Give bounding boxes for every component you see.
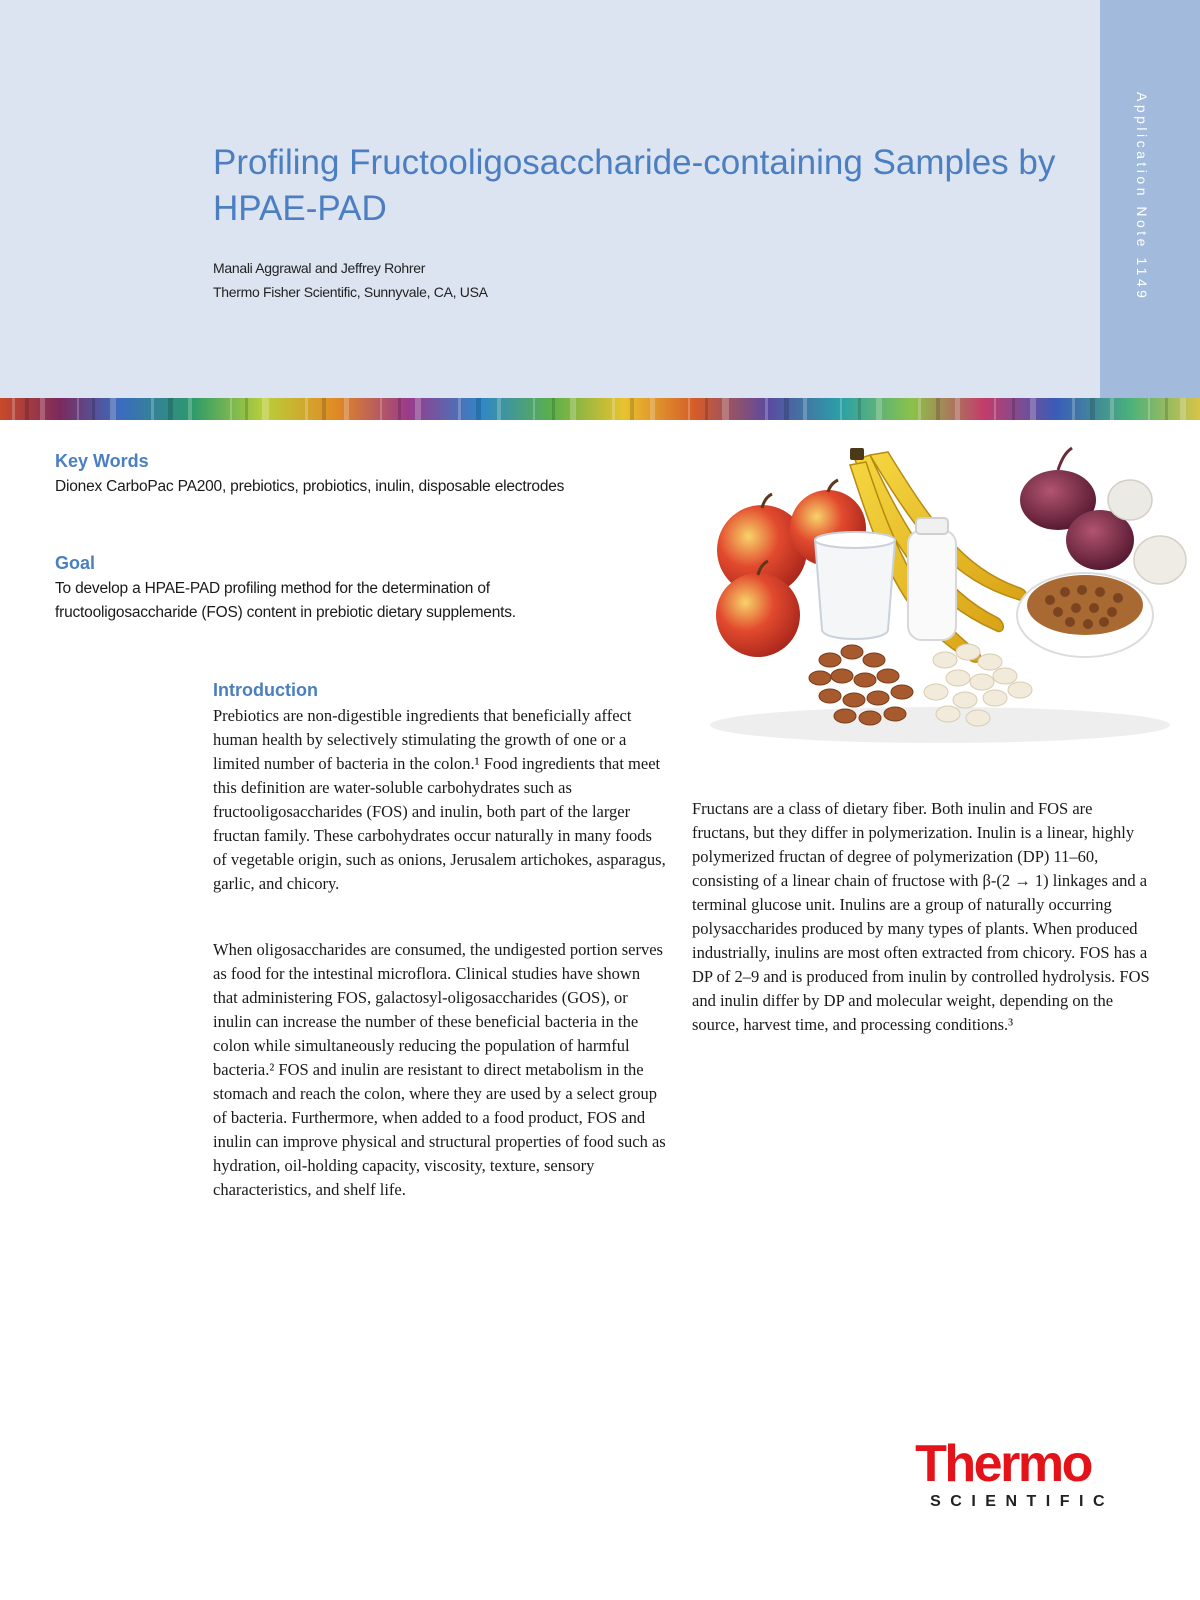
prebiotic-foods-photo [690, 430, 1200, 750]
document-title: Profiling Fructooligosaccharide-containing Samples by HPAE-PAD [213, 143, 1056, 228]
author-affiliation: Thermo Fisher Scientific, Sunnyvale, CA, USA [213, 284, 488, 300]
goal-heading: Goal [55, 553, 96, 573]
introduction-heading: Introduction [213, 680, 318, 700]
author-block [213, 256, 488, 304]
introduction-paragraph-2: When oligosaccharides are consumed, the undigested portion serves as food for the intestinal microflora. Clinical studies have shown that administering FOS, galactosyl-oligosaccharides (GOS), or inulin can increase the number of these beneficial bacteria in the colon while simultaneously reducing the population of harmful bacteria.² FOS and inulin are resistant to direct metabolism in the stomach and reach the colon, where they are used by a select group of bacteria. Furthermore, when added to a food product, FOS and inulin can improve physical and structural properties of food such as hydration, oil-holding capacity, viscosity, texture, sensory characteristics, and shelf life. [213, 940, 666, 1199]
application-note-label: Application Note 1149 [1134, 92, 1150, 302]
key-words-text: Dionex CarboPac PA200, prebiotics, probiotics, inulin, disposable electrodes [55, 478, 565, 495]
key-words-heading: Key Words [55, 451, 149, 471]
color-stripe-banner [0, 398, 1200, 420]
fructans-paragraph: Fructans are a class of dietary fiber. Both inulin and FOS are fructans, but they differ in polymerization. Inulin is a linear, highly polymerized fructan of degree of polymerization (DP) 11–60, consisting of a linear chain of fructose with β-(2 → 1) linkages and a terminal glucose unit. Inulins are a group of naturally occurring polysaccharides produced by many types of plants. When produced industrially, inulins are most often extracted from chicory. FOS has a DP of 2–9 and is produced from inulin by controlled hydrolysis. FOS and inulin differ by DP and molecular weight, depending on the source, harvest time, and processing conditions.³ [692, 799, 1150, 1034]
introduction-paragraph-1: Prebiotics are non-digestible ingredients that beneficially affect human health by selectively stimulating the growth of one or a limited number of bacteria in the colon.¹ Food ingredients that meet this definition are water-soluble carbohydrates such as fructooligosaccharides (FOS) and inulin, both part of the larger fructan family. These carbohydrates occur naturally in many foods of vegetable origin, such as onions, Jerusalem artichokes, asparagus, garlic, and chicory. [213, 706, 666, 893]
side-tab [1100, 0, 1200, 398]
thermo-scientific-logo [888, 1436, 1118, 1512]
logo-wordmark: Thermo [915, 1435, 1091, 1493]
goal-text: To develop a HPAE-PAD profiling method for the determination of fructooligosaccharide (FOS) content in prebiotic dietary supplements. [55, 580, 516, 621]
logo-subtitle: SCIENTIFIC [930, 1493, 1114, 1510]
author-names: Manali Aggrawal and Jeffrey Rohrer [213, 260, 426, 276]
